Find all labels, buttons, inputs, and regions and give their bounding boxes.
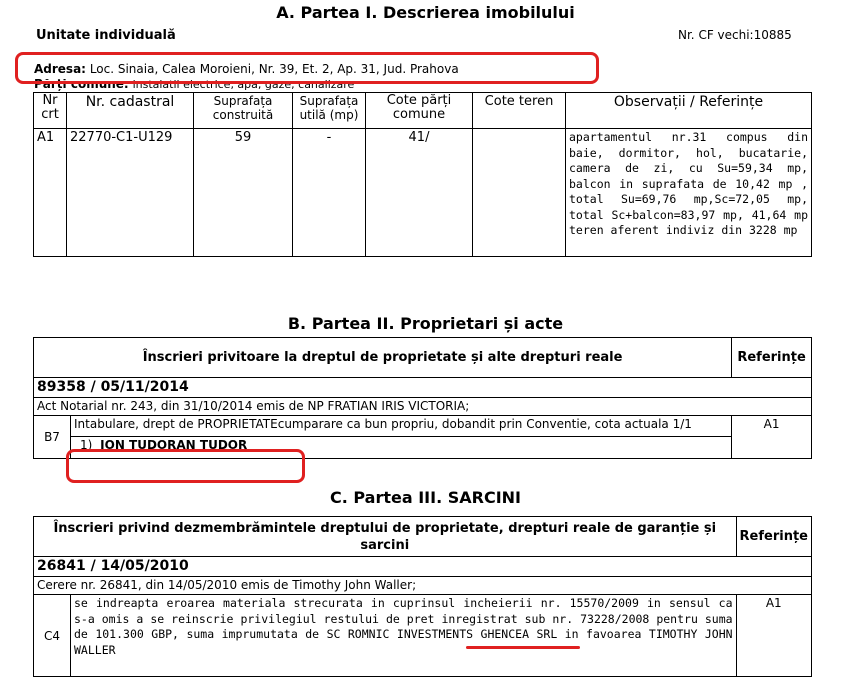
encumbrances-ref: A1 [736, 595, 811, 677]
encumbrances-request: Cerere nr. 26841, din 14/05/2010 emis de Timothy John Waller; [34, 577, 812, 595]
cell-common: 41/ [366, 129, 473, 257]
col-land-share: Cote teren [473, 93, 566, 129]
col-notes: Observații / Referințe [566, 93, 812, 129]
col-cadastral: Nr. cadastral [67, 93, 194, 129]
encumbrance-amount: 101.300 GBP [95, 627, 173, 641]
section-c-title: C. Partea III. SARCINI [329, 488, 521, 507]
encumbrances-code: C4 [34, 595, 71, 677]
common-parts-value: instalatii electrice, apa, gaze, canalizare [132, 79, 355, 91]
owners-ref-header: Referințe [732, 338, 812, 378]
encumbrances-table [33, 516, 812, 677]
section-b-title: B. Partea II. Proprietari și acte [287, 314, 564, 333]
encumbrances-text [71, 595, 737, 677]
owners-code: B7 [34, 416, 71, 459]
section-a-title: A. Partea I. Descrierea imobilului [276, 3, 575, 22]
owners-table [33, 337, 812, 459]
encumbrances-ref-header: Referințe [736, 517, 811, 557]
owners-header: Înscrieri privitoare la dreptul de proprietate și alte drepturi reale [34, 338, 732, 378]
address-value: Loc. Sinaia, Calea Moroieni, Nr. 39, Et. 2, Ap. 31, Jud. Prahova [89, 62, 459, 76]
col-nr-crt: Nr crt [34, 93, 67, 129]
unit-subtitle: Unitate individuală [36, 28, 176, 43]
property-table [33, 92, 812, 257]
owners-entry: 89358 / 05/11/2014 [34, 378, 812, 398]
cell-notes: apartamentul nr.31 compus din baie, dormitor, hol, bucatarie, camera de zi, cu Su=59,34 mp, balcon in suprafata de 10,42 mp , total Su=69,76 mp,Sc=72,05 mp, total Sc+balcon=83,97 mp, 41,64 mp teren aferent indiviz din 3228 mp [566, 129, 812, 257]
address-highlight [15, 52, 599, 84]
cell-useful: - [293, 129, 366, 257]
cf-number: Nr. CF vechi:10885 [678, 28, 792, 42]
address-label: Adresa: [34, 62, 86, 76]
table-row [34, 129, 812, 257]
owners-text [71, 416, 732, 437]
cell-built: 59 [194, 129, 293, 257]
owner-highlight [66, 449, 305, 483]
common-parts-label: Părți comune: [34, 79, 129, 91]
encumbrances-entry: 26841 / 14/05/2010 [34, 557, 812, 577]
encumbrance-text-after: , suma imprumutata de SC ROMNIC INVESTMENTS GHENCEA SRL in favoarea TIMOTHY JOHN WALLER [74, 627, 733, 657]
encumbrances-header: Înscrieri privind dezmembrămintele dreptului de proprietate, drepturi reale de garanție și sarcini [34, 517, 737, 557]
owner-name: ION TUDORAN TUDOR [100, 438, 248, 452]
owners-text-content: Intabulare, drept de PROPRIETATEcumparare ca bun propriu, dobandit prin Conventie, cota actuala 1/1 [74, 417, 692, 431]
owner-number: 1) [80, 438, 93, 452]
encumbrance-text-before: se indreapta eroarea materiala strecurata in cuprinsul incheierii nr. 15570/2009 in sensul ca s-a omis a se reinscrie privilegiul restului de pret inregistrat sub nr. 73228/2008 pentru suma de [74, 596, 733, 641]
cell-cadastral: 22770-C1-U129 [67, 129, 194, 257]
col-common-share: Cote părți comune [366, 93, 473, 129]
amount-underline [466, 646, 580, 649]
owners-act: Act Notarial nr. 243, din 31/10/2014 emis de NP FRATIAN IRIS VICTORIA; [34, 398, 812, 416]
cell-crt: A1 [34, 129, 67, 257]
owners-ref: A1 [732, 416, 812, 459]
cell-land [473, 129, 566, 257]
col-built-area: Suprafața construită [194, 93, 293, 129]
col-useful-area: Suprafața utilă (mp) [293, 93, 366, 129]
